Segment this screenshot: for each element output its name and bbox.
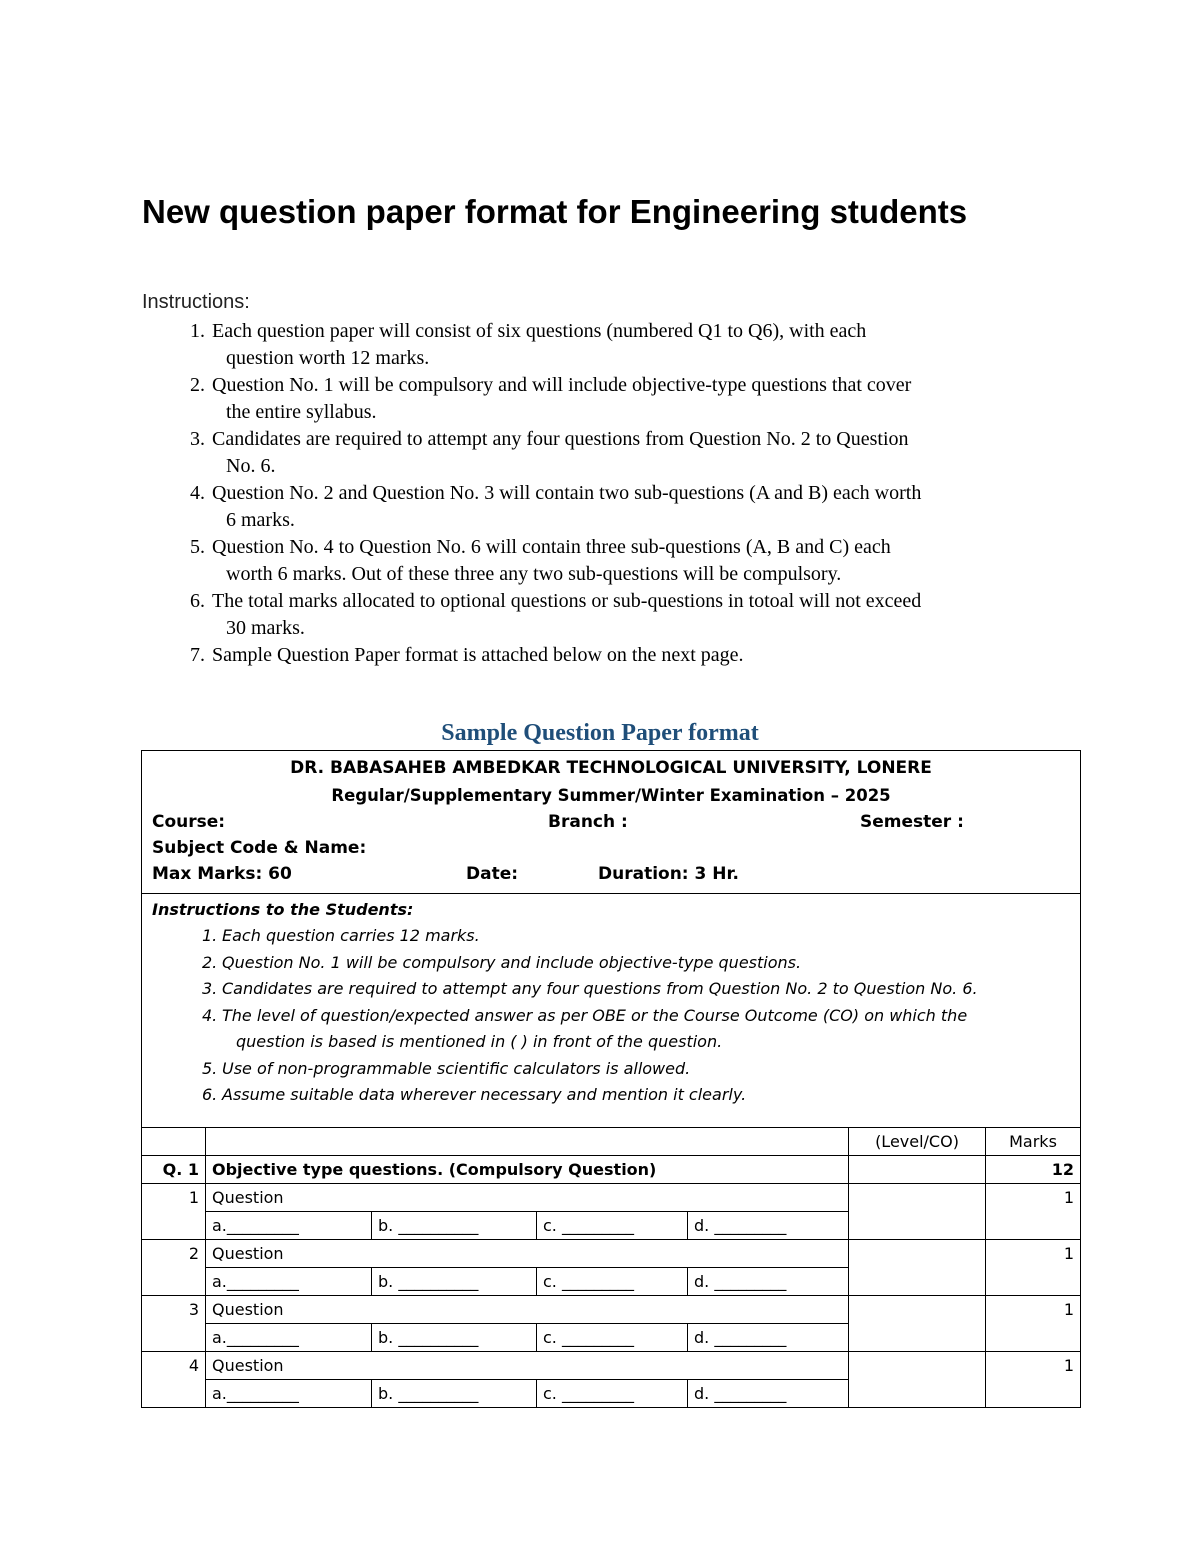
option-c: c. _________ bbox=[537, 1323, 688, 1351]
item-text-continued: question worth 12 marks. bbox=[226, 347, 430, 369]
question-number: 3 bbox=[142, 1295, 206, 1351]
list-item bbox=[190, 588, 1057, 642]
option-b: b. __________ bbox=[372, 1267, 537, 1295]
question-number: 4 bbox=[142, 1351, 206, 1407]
item-number: 1. bbox=[190, 320, 205, 342]
question-row bbox=[142, 1183, 1081, 1211]
student-instructions bbox=[142, 894, 1081, 1128]
item-number: 2. bbox=[202, 952, 218, 972]
question-marks: 1 bbox=[986, 1295, 1081, 1351]
question-marks: 1 bbox=[986, 1183, 1081, 1239]
question-row bbox=[142, 1295, 1081, 1323]
list-item bbox=[202, 976, 1070, 1003]
level-co-header: (Level/CO) bbox=[849, 1127, 986, 1155]
option-c: c. _________ bbox=[537, 1267, 688, 1295]
option-d: d. _________ bbox=[688, 1323, 849, 1351]
item-text: Use of non-programmable scientific calculators is allowed. bbox=[222, 1058, 691, 1078]
item-text: Candidates are required to attempt any four questions from Question No. 2 to Question bbox=[212, 428, 909, 450]
page-title: New question paper format for Engineering students bbox=[142, 193, 968, 230]
subject-row bbox=[152, 835, 1070, 861]
instructions-label: Instructions: bbox=[142, 291, 250, 313]
list-item bbox=[190, 426, 1057, 480]
item-number: 3. bbox=[202, 979, 218, 998]
branch-label: Branch : bbox=[548, 812, 628, 832]
max-marks-label: Max Marks: 60 bbox=[152, 864, 292, 884]
blank-cell bbox=[206, 1127, 849, 1155]
item-number: 6. bbox=[190, 590, 205, 612]
q1-marks: 12 bbox=[986, 1155, 1081, 1183]
level-co-cell bbox=[849, 1183, 986, 1239]
option-b: b. __________ bbox=[372, 1323, 537, 1351]
list-item bbox=[190, 372, 1057, 426]
item-number: 5. bbox=[202, 1058, 218, 1078]
item-text: Question No. 2 and Question No. 3 will contain two sub-questions (A and B) each worth bbox=[212, 482, 922, 504]
list-item bbox=[202, 1056, 1070, 1083]
option-a: a._________ bbox=[206, 1379, 372, 1407]
sample-heading: Sample Question Paper format bbox=[441, 720, 759, 746]
marks-row bbox=[152, 861, 1070, 887]
subject-label: Subject Code & Name: bbox=[152, 838, 367, 858]
option-a: a._________ bbox=[206, 1323, 372, 1351]
semester-label: Semester : bbox=[860, 812, 964, 832]
question-marks: 1 bbox=[986, 1351, 1081, 1407]
question-text: Question bbox=[206, 1295, 849, 1323]
item-text-continued: the entire syllabus. bbox=[226, 401, 377, 423]
level-co-cell bbox=[849, 1351, 986, 1407]
item-text: Each question paper will consist of six questions (numbered Q1 to Q6), with each bbox=[212, 320, 867, 342]
level-co-cell bbox=[849, 1295, 986, 1351]
question-paper-table bbox=[141, 750, 1081, 1408]
item-text: Candidates are required to attempt any four questions from Question No. 2 to Question No. 6. bbox=[222, 979, 978, 998]
q1-title: Objective type questions. (Compulsory Question) bbox=[206, 1155, 849, 1183]
item-text-continued: No. 6. bbox=[226, 455, 276, 477]
item-number: 4. bbox=[190, 482, 205, 504]
item-text-continued: 6 marks. bbox=[226, 509, 295, 531]
list-item bbox=[202, 950, 1070, 977]
item-text: The total marks allocated to optional questions or sub-questions in totoal will not exceed bbox=[212, 590, 922, 612]
question-number: 1 bbox=[142, 1183, 206, 1239]
list-item bbox=[202, 923, 1070, 950]
q1-row bbox=[142, 1155, 1081, 1183]
duration-label: Duration: 3 Hr. bbox=[598, 864, 739, 884]
list-item bbox=[190, 480, 1057, 534]
option-d: d. _________ bbox=[688, 1379, 849, 1407]
option-c: c. _________ bbox=[537, 1379, 688, 1407]
option-a: a._________ bbox=[206, 1267, 372, 1295]
paper-header-row bbox=[142, 751, 1081, 894]
item-number: 7. bbox=[190, 644, 205, 666]
blank-cell bbox=[142, 1127, 206, 1155]
column-header-row bbox=[142, 1127, 1081, 1155]
q1-label: Q. 1 bbox=[142, 1155, 206, 1183]
item-text: Sample Question Paper format is attached below on the next page. bbox=[212, 644, 744, 666]
option-d: d. _________ bbox=[688, 1267, 849, 1295]
student-instructions-row bbox=[142, 894, 1081, 1128]
item-text-continued: question is based is mentioned in ( ) in front of the question. bbox=[236, 1032, 723, 1051]
level-co-cell bbox=[849, 1239, 986, 1295]
student-instructions-title: Instructions to the Students: bbox=[152, 900, 414, 919]
item-text: The level of question/expected answer as per OBE or the Course Outcome (CO) on which the bbox=[222, 1005, 968, 1025]
question-text: Question bbox=[206, 1183, 849, 1211]
list-item bbox=[202, 1003, 1070, 1056]
item-number: 3. bbox=[190, 428, 205, 450]
item-text: Question No. 1 will be compulsory and include objective-type questions. bbox=[222, 952, 802, 972]
option-b: b. __________ bbox=[372, 1379, 537, 1407]
item-number: 5. bbox=[190, 536, 205, 558]
question-number: 2 bbox=[142, 1239, 206, 1295]
item-number: 6. bbox=[202, 1085, 218, 1104]
item-number: 2. bbox=[190, 374, 205, 396]
option-c: c. _________ bbox=[537, 1211, 688, 1239]
option-d: d. _________ bbox=[688, 1211, 849, 1239]
question-marks: 1 bbox=[986, 1239, 1081, 1295]
item-text-continued: worth 6 marks. Out of these three any two sub-questions will be compulsory. bbox=[226, 563, 842, 585]
exam-name: Regular/Supplementary Summer/Winter Examination – 2025 bbox=[331, 786, 891, 805]
paper-header bbox=[142, 751, 1081, 894]
list-item bbox=[190, 642, 1057, 669]
course-row bbox=[152, 809, 1070, 835]
date-label: Date: bbox=[466, 864, 519, 884]
marks-header: Marks bbox=[986, 1127, 1081, 1155]
item-text-continued: 30 marks. bbox=[226, 617, 305, 639]
item-text: Assume suitable data wherever necessary and mention it clearly. bbox=[222, 1085, 747, 1104]
option-b: b. __________ bbox=[372, 1211, 537, 1239]
question-text: Question bbox=[206, 1239, 849, 1267]
item-number: 4. bbox=[202, 1005, 218, 1025]
option-a: a._________ bbox=[206, 1211, 372, 1239]
item-number: 1. bbox=[202, 926, 218, 945]
list-item bbox=[202, 1082, 1070, 1109]
list-item bbox=[190, 534, 1057, 588]
university-name: DR. BABASAHEB AMBEDKAR TECHNOLOGICAL UNIVERSITY, LONERE bbox=[290, 758, 932, 778]
list-item bbox=[190, 318, 1057, 372]
instructions-list bbox=[190, 318, 1057, 669]
item-text: Question No. 1 will be compulsory and will include objective-type questions that cover bbox=[212, 374, 912, 396]
question-row bbox=[142, 1351, 1081, 1379]
item-text: Each question carries 12 marks. bbox=[222, 926, 480, 945]
level-co-cell bbox=[849, 1155, 986, 1183]
question-text: Question bbox=[206, 1351, 849, 1379]
student-instructions-list bbox=[152, 923, 1070, 1109]
question-row bbox=[142, 1239, 1081, 1267]
item-text: Question No. 4 to Question No. 6 will contain three sub-questions (A, B and C) each bbox=[212, 536, 891, 558]
course-label: Course: bbox=[152, 812, 226, 832]
